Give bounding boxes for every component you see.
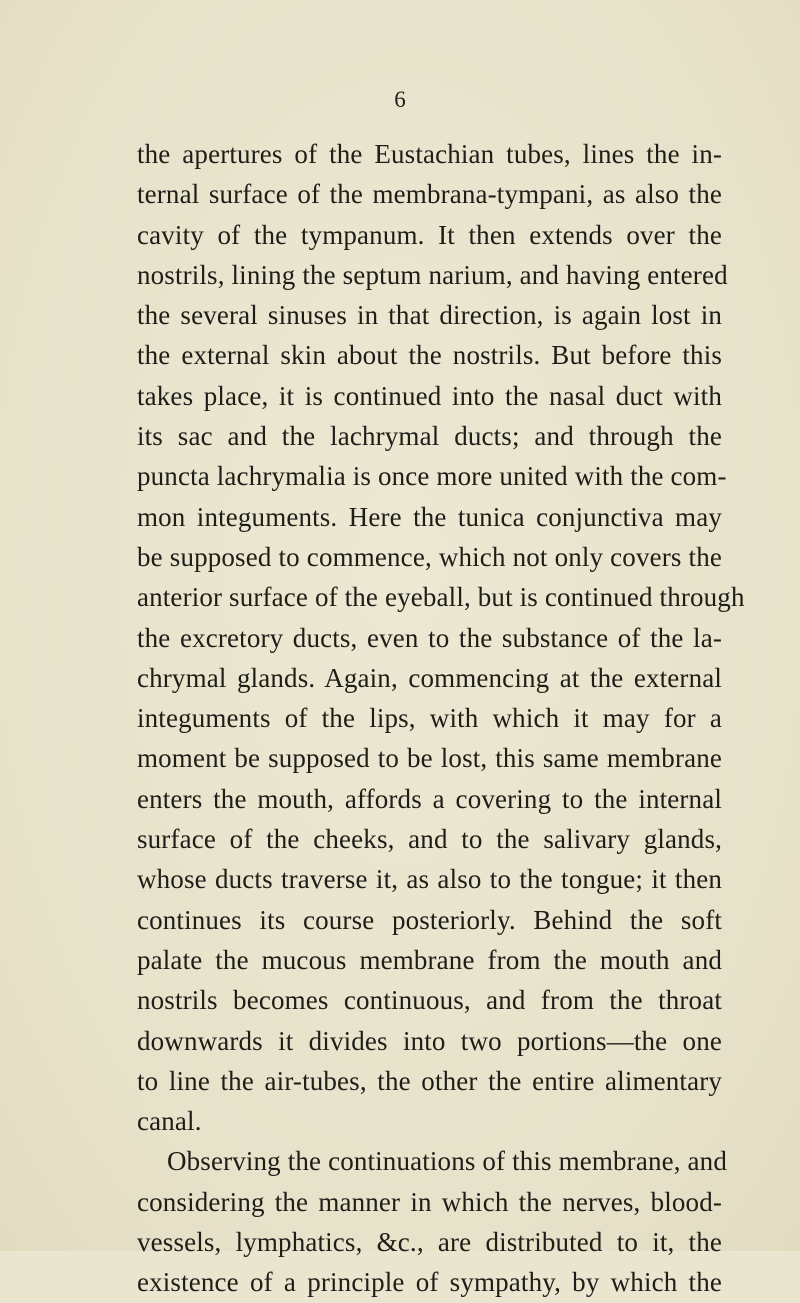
text-line: surface of the cheeks, and to the salivary glands, [137,824,722,855]
text-line: the several sinuses in that direction, is again lost in [137,300,722,331]
text-line: ternal surface of the membrana-tympani, as also the [137,179,722,210]
page-number: 6 [394,87,406,112]
text-line: whose ducts traverse it, as also to the tongue; it then [137,864,722,895]
text-line: integuments of the lips, with which it may for a [137,703,722,734]
text-line: nostrils, lining the septum narium, and having entered [137,259,728,290]
text-line: its sac and the lachrymal ducts; and through the [137,421,722,452]
text-line: mon integuments. Here the tunica conjunctiva may [137,501,722,532]
text-line: anterior surface of the eyeball, but is continued through [137,582,745,613]
text-line: takes place, it is continued into the nasal duct with [137,380,722,411]
text-line: the external skin about the nostrils. But before this [137,340,722,371]
text-line: moment be supposed to be lost, this same membrane [137,743,722,774]
body-text [137,134,745,1303]
text-line: downwards it divides into two portions—the one [137,1025,722,1056]
text-line: the apertures of the Eustachian tubes, lines the in- [137,139,722,169]
text-line-paragraph-end: canal. [137,1106,202,1137]
text-line: palate the mucous membrane from the mouth and [137,944,722,975]
text-line: be supposed to commence, which not only covers the [137,541,722,572]
text-line: considering the manner in which the nerves, blood- [137,1186,722,1217]
text-line: chrymal glands. Again, commencing at the external [137,662,722,693]
text-line-paragraph-start: Observing the continuations of this membrane, and [167,1146,727,1177]
text-line: continues its course posteriorly. Behind the soft [137,904,722,935]
text-line: cavity of the tympanum. It then extends over the [137,219,722,250]
text-line: vessels, lymphatics, &c., are distributed to it, the [137,1227,722,1258]
text-line: to line the air-tubes, the other the entire alimentary [137,1065,722,1096]
text-line: puncta lachrymalia is once more united with the com- [137,461,727,492]
text-line: existence of a principle of sympathy, by which the [137,1267,722,1298]
text-line: enters the mouth, affords a covering to the internal [137,783,722,814]
text-line: the excretory ducts, even to the substance of the la- [137,622,722,653]
text-line: nostrils becomes continuous, and from the throat [137,985,722,1016]
